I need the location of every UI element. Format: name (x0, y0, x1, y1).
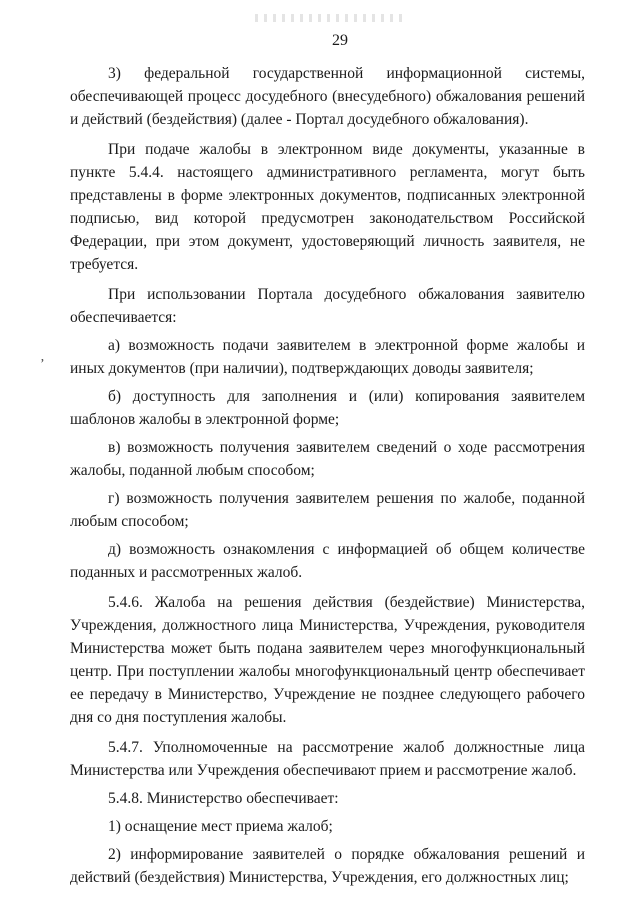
paragraph-portal-intro: При использовании Портала досудебного обжалования заявителю обеспечивается: (70, 286, 585, 326)
list-item-a: а) возможность подачи заявителем в электронной форме жалобы и иных документов (при наличии), подтверждающих доводы заявителя; (70, 337, 585, 377)
list-item-2: 2) информирование заявителей о порядке обжалования решений и действий (бездействия) Министерства, Учреждения, его должностных лиц; (70, 846, 585, 886)
list-item-v: в) возможность получения заявителем сведений о ходе рассмотрения жалобы, поданной любым способом; (70, 439, 585, 479)
list-item-1: 1) оснащение мест приема жалоб; (108, 818, 333, 835)
paragraph-5-4-8: 5.4.8. Министерство обеспечивает: (108, 790, 339, 807)
scan-noise (255, 14, 405, 22)
paragraph-item-3: 3) федеральной государственной информационной системы, обеспечивающей процесс досудебного (внесудебного) обжалования решений и действий (бездействия) (далее - Портал досудебного обжалования). (70, 65, 585, 128)
paragraph-5-4-7: 5.4.7. Уполномоченные на рассмотрение жалоб должностные лица Министерства или Учреждения обеспечивают прием и рассмотрение жалоб. (70, 739, 585, 779)
margin-mark: ’ (40, 357, 45, 372)
paragraph-5-4-6: 5.4.6. Жалоба на решения действия (бездействие) Министерства, Учреждения, должностного лица Министерства, Учреждения, руководителя Министерства может быть подана заявителем через многофункциональный центр. При поступлении жалобы многофункциональный центр обеспечивает ее передачу в Министерство, Учреждение не позднее следующего рабочего дня со дня поступления жалобы. (70, 594, 585, 726)
list-item-b: б) доступность для заполнения и (или) копирования заявителем шаблонов жалобы в электронной форме; (70, 388, 585, 428)
list-item-g: г) возможность получения заявителем решения по жалобе, поданной любым способом; (70, 490, 585, 530)
body-text (70, 62, 585, 896)
list-item-d: д) возможность ознакомления с информацией об общем количестве поданных и рассмотренных жалоб. (70, 541, 585, 581)
paragraph-electronic-submission: При подаче жалобы в электронном виде документы, указанные в пункте 5.4.4. настоящего административного регламента, могут быть представлены в форме электронных документов, подписанных электронной подписью, вид которой предусмотрен законодательством Российской Федерации, при этом документ, удостоверяющий личность заявителя, не требуется. (70, 141, 585, 273)
page-number: 29 (332, 32, 348, 49)
